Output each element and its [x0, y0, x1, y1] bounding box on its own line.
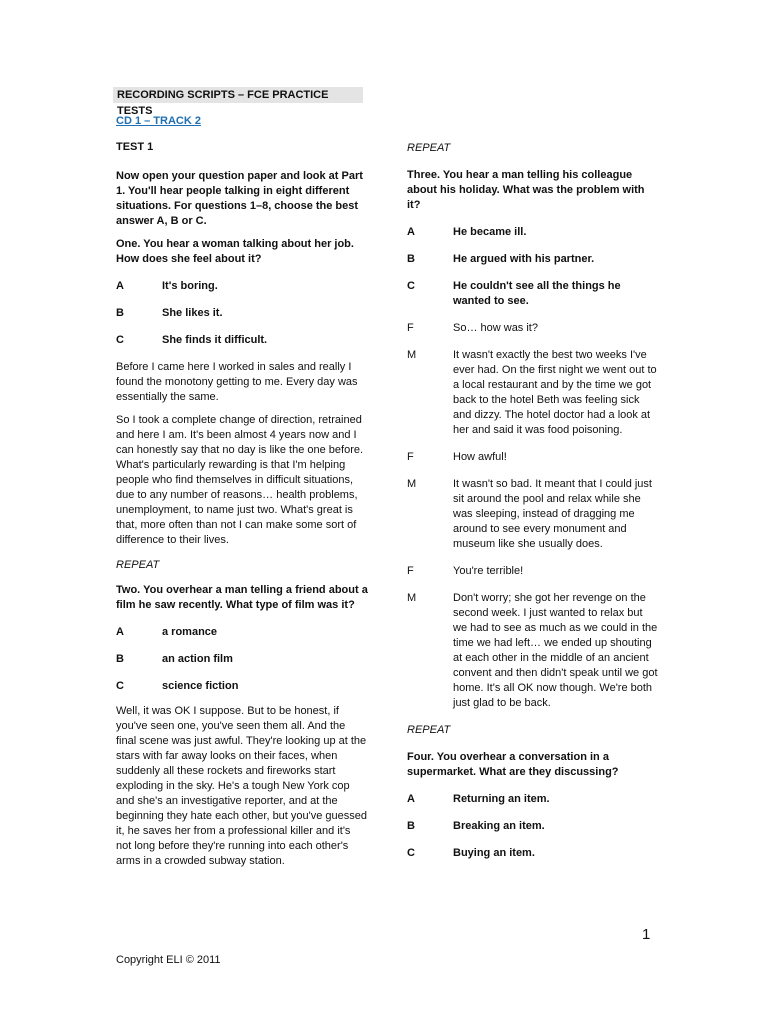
option-key: B — [407, 820, 415, 832]
option-text: He argued with his partner. — [453, 253, 595, 265]
option-key: A — [116, 626, 124, 638]
speaker: M — [407, 478, 417, 490]
right-column — [407, 141, 659, 861]
instructions: Now open your question paper and look at Part 1. You'll hear people talking in eight different situations. For questions 1–8, choose the best answer A, B or C. — [116, 170, 363, 227]
option-key: B — [407, 253, 415, 265]
option-text: It's boring. — [162, 280, 218, 292]
speaker: M — [407, 592, 417, 604]
repeat-label: REPEAT — [407, 142, 451, 154]
option-key: C — [116, 680, 124, 692]
option-text: an action film — [162, 653, 233, 665]
option-text: Buying an item. — [453, 847, 535, 859]
speaker: M — [407, 349, 417, 361]
repeat-label: REPEAT — [116, 559, 160, 571]
question-2: Two. You overhear a man telling a friend about a film he saw recently. What type of film was it? — [116, 584, 368, 611]
question-4: Four. You overhear a conversation in a supermarket. What are they discussing? — [407, 751, 619, 778]
copyright-footer: Copyright ELI © 2011 — [116, 954, 221, 966]
dialogue-text: How awful! — [453, 451, 507, 463]
speaker: F — [407, 451, 414, 463]
option-row — [116, 333, 368, 348]
question-1: One. You hear a woman talking about her job. How does she feel about it? — [116, 238, 354, 265]
question-3: Three. You hear a man telling his colleague about his holiday. What was the problem with it? — [407, 169, 645, 211]
dialogue-line — [407, 564, 659, 579]
option-text: He became ill. — [453, 226, 527, 238]
option-key: A — [407, 226, 415, 238]
track-link[interactable]: CD 1 – TRACK 2 — [116, 115, 201, 127]
option-row — [407, 846, 659, 861]
option-key: C — [407, 847, 415, 859]
option-row — [407, 252, 659, 267]
option-row — [116, 625, 368, 640]
dialogue-text: You're terrible! — [453, 565, 524, 577]
script-paragraph: So I took a complete change of direction, retrained and here I am. It's been almost 4 years now and I can honestly say that no day is like the one before. What's particularly rewarding is that I'm helping people who find themselves in difficult situations, due to any number of reasons… health problems, unemployment, to name just two. What's great is that, more often than not I can make some sort of difference to their lives. — [116, 414, 364, 546]
option-text: Returning an item. — [453, 793, 550, 805]
option-row — [116, 652, 368, 667]
option-row — [407, 225, 659, 240]
option-text: science fiction — [162, 680, 239, 692]
dialogue-line — [407, 321, 659, 336]
option-text: She likes it. — [162, 307, 223, 319]
speaker: F — [407, 565, 414, 577]
option-row — [116, 306, 368, 321]
option-key: C — [116, 334, 124, 346]
dialogue-text: So… how was it? — [453, 322, 538, 334]
dialogue-line — [407, 450, 659, 465]
option-row — [407, 279, 659, 309]
document-title: RECORDING SCRIPTS – FCE PRACTICE TESTS — [113, 87, 363, 103]
page-number: 1 — [642, 926, 651, 943]
option-row — [116, 279, 368, 294]
dialogue-line — [407, 348, 659, 438]
option-key: B — [116, 307, 124, 319]
option-text: She finds it difficult. — [162, 334, 268, 346]
option-key: B — [116, 653, 124, 665]
dialogue-text: Don't worry; she got her revenge on the second week. I just wanted to relax but we had to see as much as we could in the time we had left… we ended up shouting at each other in the middle of an ancient convent and then didn't speak until we got home. It's all OK now though. We're both just glad to be back. — [453, 592, 658, 709]
speaker: F — [407, 322, 414, 334]
option-text: a romance — [162, 626, 218, 638]
dialogue-text: It wasn't exactly the best two weeks I've ever had. On the first night we went out to a local restaurant and by the time we got back to the hotel Beth was feeling sick and dizzy. The hotel doctor had a look at her and said it was food poisoning. — [453, 349, 657, 436]
option-text: He couldn't see all the things he wanted to see. — [453, 280, 621, 307]
script-paragraph: Well, it was OK I suppose. But to be honest, if you've seen one, you've seen them all. And the final scene was just awful. They're looking up at the stars with far away looks on their faces, when suddenly all these rockets and fireworks start exploding in the sky. He's a tough New York cop and she's an investigative reporter, and at the beginning they hate each other, but you've guessed it, he saves her from a professional killer and it's not long before they're running into each other's arms in a crowded subway station. — [116, 705, 368, 867]
dialogue-line — [407, 477, 659, 552]
option-row — [407, 792, 659, 807]
option-text: Breaking an item. — [453, 820, 545, 832]
option-key: C — [407, 280, 415, 292]
option-row — [407, 819, 659, 834]
test-label: TEST 1 — [116, 141, 154, 153]
dialogue-text: It wasn't so bad. It meant that I could just sit around the pool and relax while she was sleeping, instead of dragging me around to see every monument and museum like she usually does. — [453, 478, 652, 550]
option-row — [116, 679, 368, 694]
script-paragraph: Before I came here I worked in sales and really I found the monotony getting to me. Every day was essentially the same. — [116, 361, 358, 403]
option-key: A — [116, 280, 124, 292]
option-key: A — [407, 793, 415, 805]
repeat-label: REPEAT — [407, 724, 451, 736]
left-column — [116, 140, 368, 869]
dialogue-line — [407, 591, 659, 711]
